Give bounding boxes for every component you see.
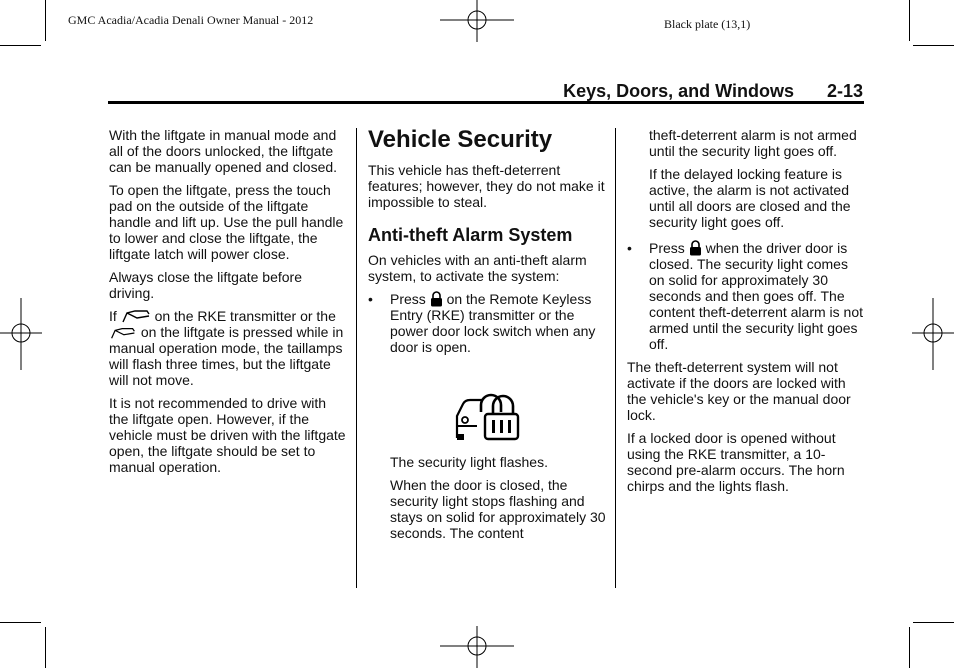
text-run: If <box>109 308 117 324</box>
crop-mark-bl-h <box>0 622 41 623</box>
section-title: Vehicle Security <box>368 126 553 153</box>
paragraph: It is not recommended to drive with the liftgate open. However, if the vehicle must be driven with the liftgate open, the liftgate should be set to manual operation. <box>109 395 346 475</box>
paragraph-liftgate-buttons <box>109 308 347 388</box>
section-header: Keys, Doors, and Windows <box>563 81 794 101</box>
text-run: Press <box>390 291 426 307</box>
paragraph: To open the liftgate, press the touch pad on the outside of the liftgate handle and lift up. Use the pull handle to lower and close the liftgate, the liftgate latch will power close. <box>109 182 344 262</box>
paragraph: theft-deterrent alarm is not armed until the security light goes off. <box>649 127 857 159</box>
paragraph: Always close the liftgate before driving. <box>109 269 302 301</box>
bullet-marker: • <box>368 291 373 307</box>
paragraph: The security light flashes. <box>390 454 548 470</box>
bullet-item <box>627 240 865 352</box>
crop-mark-tr-h <box>913 45 954 46</box>
crop-mark-tl-v <box>45 0 46 41</box>
crop-mark-bl-v <box>45 627 46 668</box>
liftgate-icon <box>121 308 151 324</box>
middle-column <box>368 127 608 548</box>
header-rule <box>108 101 864 104</box>
security-light-icon <box>453 390 521 442</box>
registration-mark-bottom <box>440 626 514 668</box>
subsection-title: Anti-theft Alarm System <box>368 225 573 245</box>
lock-icon <box>689 240 702 256</box>
text-run: on the RKE transmitter or the <box>154 308 336 324</box>
paragraph: If a locked door is opened without using the RKE transmitter, a 10-second pre-alarm occurs. The horn chirps and the lights flash. <box>627 430 845 494</box>
paragraph: This vehicle has theft-deterrent features; however, they do not make it impossible to steal. <box>368 162 605 210</box>
crop-mark-br-v <box>909 627 910 668</box>
paragraph: When the door is closed, the security light stops flashing and stays on solid for approximately 30 seconds. The content <box>390 477 606 541</box>
paragraph: The theft-deterrent system will not activate if the doors are locked with the vehicle's key or the manual door lock. <box>627 359 851 423</box>
text-run: on the Remote Keyless Entry (RKE) transmitter or the power door lock switch when any door is open. <box>390 291 596 355</box>
text-run: Press <box>649 240 685 256</box>
security-light-symbol-wrap <box>368 362 608 454</box>
registration-mark-left <box>0 298 42 370</box>
right-column <box>627 127 865 501</box>
paragraph: On vehicles with an anti-theft alarm system, to activate the system: <box>368 252 587 284</box>
column-divider-2 <box>615 128 616 588</box>
crop-mark-tr-v <box>909 0 910 41</box>
crop-mark-br-h <box>913 622 954 623</box>
plate-slug: Black plate (13,1) <box>664 17 751 31</box>
lock-icon <box>430 291 443 307</box>
text-run: when the driver door is closed. The security light comes on solid for approximately 30 seconds and then goes off. The content theft-deterrent alarm is not armed until the security light goes off. <box>649 240 863 352</box>
liftgate-icon <box>109 326 137 340</box>
registration-mark-right <box>912 298 954 370</box>
paragraph: With the liftgate in manual mode and all of the doors unlocked, the liftgate can be manually opened and closed. <box>109 127 338 175</box>
text-run: on the liftgate is pressed while in manual operation mode, the taillamps will flash three times, but the liftgate will not move. <box>109 324 344 388</box>
left-column <box>109 127 347 482</box>
column-divider-1 <box>356 128 357 588</box>
bullet-item <box>368 291 608 355</box>
registration-mark-top <box>440 0 514 44</box>
manual-title-slug: GMC Acadia/Acadia Denali Owner Manual - 2012 <box>68 13 314 27</box>
crop-mark-tl-h <box>0 45 41 46</box>
page-number: 2-13 <box>827 81 864 101</box>
paragraph: If the delayed locking feature is active, the alarm is not activated until all doors are closed and the security light goes off. <box>649 166 851 230</box>
bullet-marker: • <box>627 240 632 256</box>
